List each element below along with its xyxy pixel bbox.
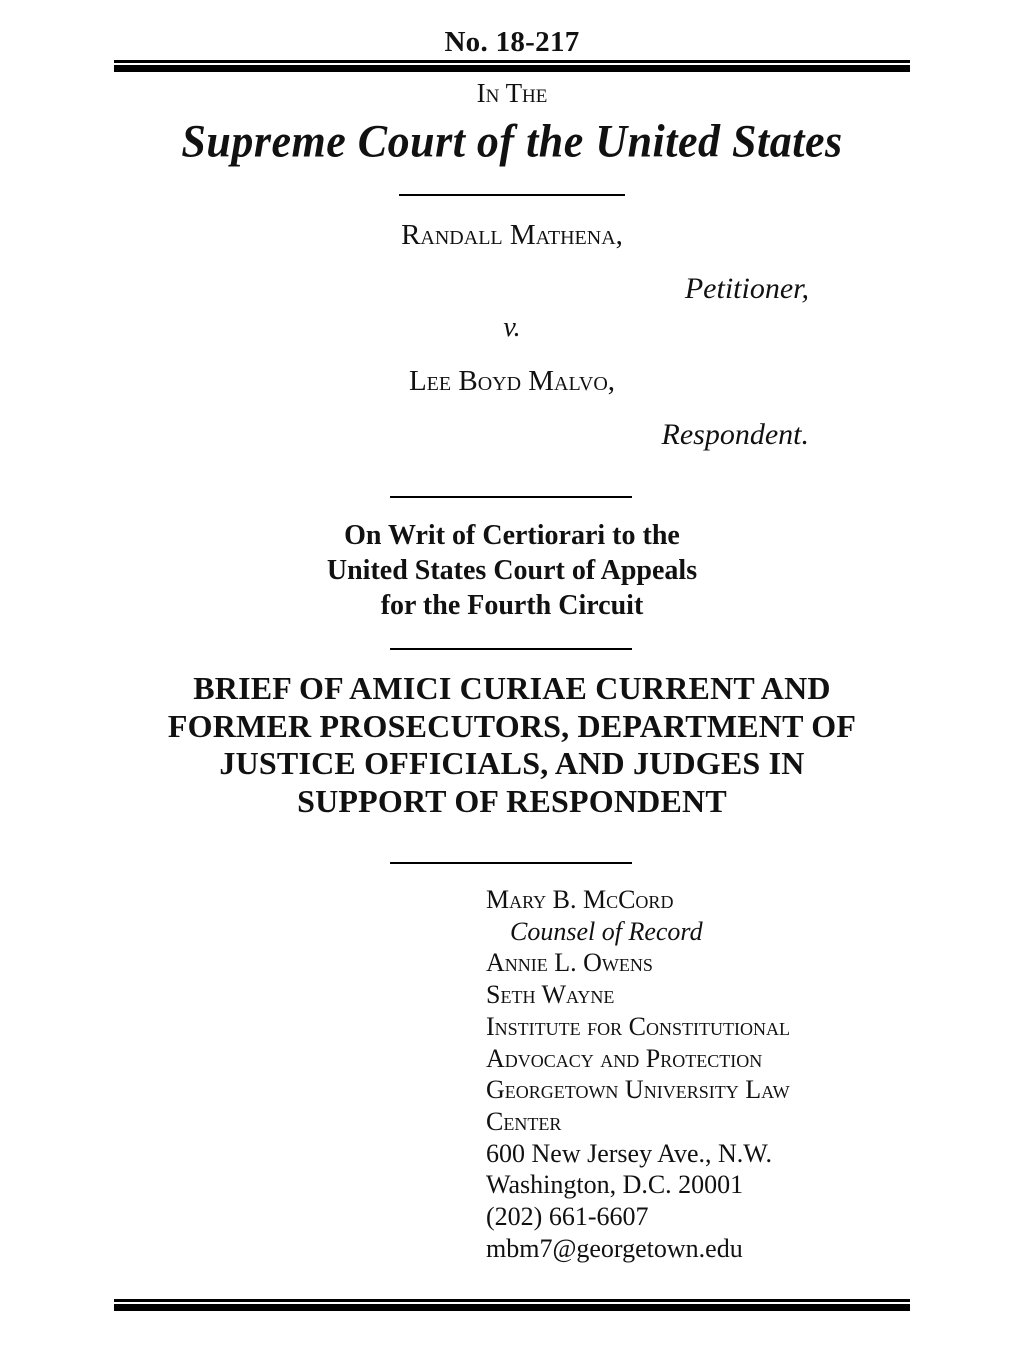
counsel-email: mbm7@georgetown.edu bbox=[486, 1233, 743, 1263]
versus-label: v. bbox=[503, 312, 521, 343]
counsel-phone: (202) 661-6607 bbox=[486, 1202, 649, 1232]
bottom-rule-thick bbox=[114, 1304, 910, 1311]
counsel-org-line-4: Center bbox=[486, 1106, 562, 1136]
divider-2 bbox=[390, 496, 632, 498]
brief-title-line-3: JUSTICE OFFICIALS, AND JUDGES IN bbox=[219, 745, 805, 781]
writ-line-3: for the Fourth Circuit bbox=[380, 590, 644, 621]
top-rule-thin bbox=[114, 60, 910, 63]
top-rule-thick bbox=[114, 65, 910, 72]
counsel-of-record: Counsel of Record bbox=[510, 916, 703, 946]
counsel-name-2: Annie L. Owens bbox=[486, 948, 653, 978]
bottom-rule-thin bbox=[114, 1299, 910, 1302]
petitioner-name: Randall Mathena, bbox=[401, 219, 623, 251]
counsel-org-line-1: Institute for Constitutional bbox=[486, 1011, 790, 1041]
in-the-label: In The bbox=[476, 78, 548, 108]
counsel-address-line-2: Washington, D.C. 20001 bbox=[486, 1170, 744, 1200]
respondent-name: Lee Boyd Malvo, bbox=[408, 365, 616, 397]
counsel-org-line-3: Georgetown University Law bbox=[486, 1075, 790, 1105]
respondent-role: Respondent. bbox=[661, 418, 809, 451]
counsel-name-1: Mary B. McCord bbox=[486, 885, 674, 914]
writ-block bbox=[0, 518, 1024, 623]
brief-title-line-1: BRIEF OF AMICI CURIAE CURRENT AND bbox=[193, 670, 831, 706]
brief-title bbox=[0, 670, 1024, 820]
counsel-org-line-2: Advocacy and Protection bbox=[486, 1043, 763, 1073]
writ-line-2: United States Court of Appeals bbox=[326, 555, 698, 586]
counsel-address-line-1: 600 New Jersey Ave., N.W. bbox=[486, 1138, 772, 1168]
brief-title-line-2: FORMER PROSECUTORS, DEPARTMENT OF bbox=[167, 707, 857, 744]
counsel-block bbox=[486, 884, 790, 1264]
docket-number: No. 18-217 bbox=[444, 26, 580, 58]
brief-title-line-4: SUPPORT OF RESPONDENT bbox=[297, 782, 727, 819]
petitioner-role: Petitioner, bbox=[684, 272, 809, 305]
writ-line-1: On Writ of Certiorari to the bbox=[344, 520, 680, 551]
divider-1 bbox=[399, 194, 625, 196]
counsel-name-3: Seth Wayne bbox=[486, 980, 615, 1010]
divider-3 bbox=[390, 648, 632, 650]
divider-4 bbox=[390, 862, 632, 864]
court-name: Supreme Court of the United States bbox=[181, 115, 843, 168]
